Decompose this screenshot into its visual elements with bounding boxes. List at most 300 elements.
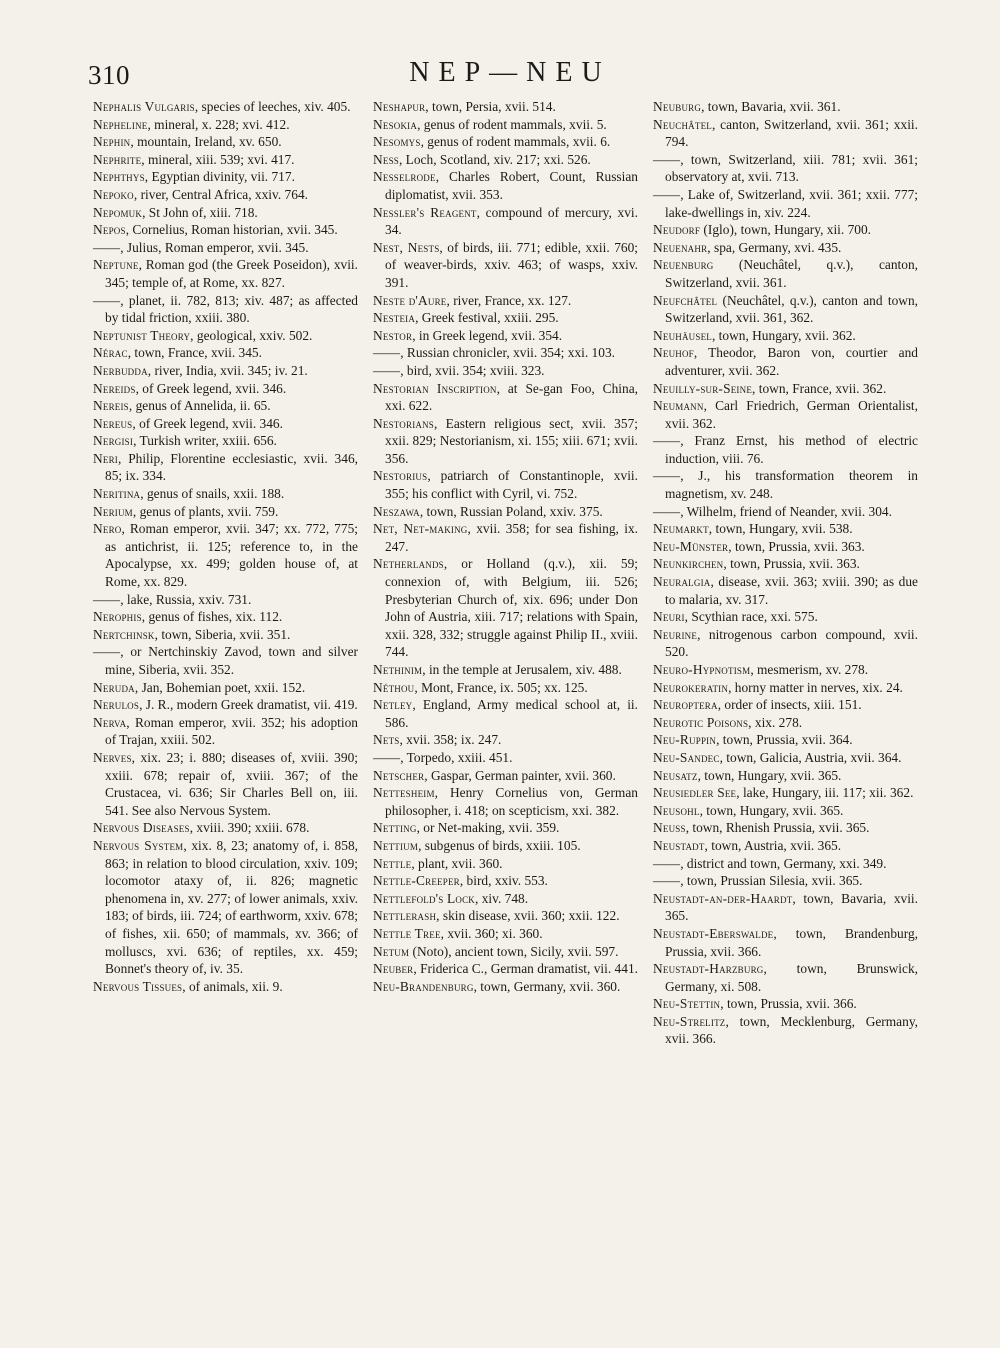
index-entry [93,221,358,239]
index-entry [373,679,638,697]
entry-headword: Neu-Münster [653,538,729,554]
entry-headword: Nepoko [93,186,134,202]
entry-headword: Nergisi [93,433,134,449]
entry-references: , in the temple at Jerusalem, xiv. 488. [422,662,622,677]
entry-headword: Neuss [653,820,686,836]
index-entry [373,890,638,908]
index-entry [653,819,918,837]
index-entry [653,380,918,398]
entry-references: , Eastern religious sect, xvii. 357; xxii. 829; Nestorianism, xi. 155; xiii. 671; xvii. 356. [385,415,638,466]
index-entry [93,626,358,644]
index-entry [93,204,358,222]
entry-references: , disease, xvii. 363; xviii. 390; as due to malaria, xv. 317. [665,574,918,607]
entry-headword: —— [93,292,121,308]
entry-references: , river, France, xx. 127. [446,292,572,308]
entry-references: , town, Hungary, xvii. 365. [699,802,844,818]
entry-headword: Nettlefold's Lock [373,890,476,906]
index-entry [653,749,918,767]
index-entry [93,168,358,186]
entry-references: , Philip, Florentine ecclesiastic, xvii. 346, 85; ix. 334. [105,450,358,484]
entry-headword: Nerva [93,714,127,730]
entry-references: , J., his transformation theorem in magnetism, xv. 248. [665,468,918,502]
entry-headword: Nestorius [373,468,428,484]
index-entry [93,749,358,819]
index-entry [93,591,358,609]
index-column-1 [93,98,358,1048]
entry-headword: Nestorian Inscription [373,380,497,396]
entry-references: , patriarch of Constantinople, xvii. 355; his conflict with Cyril, vi. 752. [385,468,638,502]
entry-headword: —— [373,362,401,378]
entry-references: , xix. 278. [748,714,803,730]
index-entry [653,784,918,802]
index-entry [373,872,638,890]
index-entry [653,731,918,749]
entry-references: , xviii. 390; xxiii. 678. [189,820,310,836]
index-entry [653,890,918,925]
index-entry [93,432,358,450]
entry-headword: —— [653,873,681,889]
index-entry [373,168,638,203]
entry-references: , town, Siberia, xvii. 351. [154,626,291,642]
entry-references: , Mont, France, ix. 505; xx. 125. [414,679,588,695]
entry-references: , town, Prussia, xvii. 364. [716,732,853,748]
entry-references: , town, Hungary, xvii. 538. [708,521,853,537]
entry-references: , town, Galicia, Austria, xvii. 364. [719,749,902,765]
entry-headword: Nerium [93,503,133,519]
entry-references: , town, Hungary, xvii. 365. [697,767,842,783]
entry-references: , district and town, Germany, xxi. 349. [680,855,887,871]
index-entry [653,714,918,732]
index-entry [373,784,638,819]
entry-references: , town, Prussia, xvii. 363. [728,538,865,554]
entry-references: , Turkish writer, xxiii. 656. [133,433,277,449]
index-entry [653,608,918,626]
entry-headword: Nettle [373,855,412,871]
entry-headword: Neusiedler See [653,785,737,801]
entry-references: , J. R., modern Greek dramatist, vii. 419. [139,697,358,713]
entry-headword: Neszawa [373,503,420,519]
entry-references: , town, Switzerland, xiii. 781; xvii. 361; observatory at, xvii. 713. [665,151,918,185]
entry-references: , subgenus of birds, xxiii. 105. [418,837,581,853]
entry-headword: Nervous Tissues [93,978,183,994]
entry-references: , Loch, Scotland, xiv. 217; xxi. 526. [398,151,591,167]
entry-headword: Nervous System [93,837,184,853]
index-columns [93,98,918,1048]
entry-references: , Greek festival, xxiii. 295. [415,310,559,326]
entry-references: , Franz Ernst, his method of electric induction, viii. 76. [665,433,918,466]
entry-headword: Nesteia [373,310,416,326]
index-entry [93,819,358,837]
entry-references: , or Net-making, xvii. 359. [416,820,560,836]
entry-headword: Nereids [93,380,136,396]
entry-headword: Netherlands [373,556,444,572]
entry-references: , xix. 8, 23; anatomy of, i. 858, 863; in relation to blood circulation, xxiv. 109; locomotor ataxy of, ii. 826; magnetic phenomena in, xv. 277; of lower animals, xxiv. 183; of birds, iii. 724; of earthworm, xxiv. 678; of fishes, xii. 650; of mammals, xv. 366; of molluscs, xvi. 636; of reptiles, xx. 459; Bonnet's theory of, iv. 35. [105,837,358,977]
index-entry [653,573,918,608]
index-entry [93,837,358,978]
index-entry [93,450,358,485]
entry-headword: Neuri [653,609,685,625]
entry-headword: Neuhäusel [653,327,712,343]
entry-references: , town, Prussia, xvii. 366. [720,996,857,1012]
entry-headword: Nepos [93,222,126,238]
entry-headword: Nettesheim [373,785,435,801]
entry-headword: Neri [93,450,118,466]
entry-headword: Nessler's Reagent [373,204,477,220]
index-entry [653,467,918,502]
index-entry [93,344,358,362]
entry-headword: Neurotic Poisons [653,714,749,730]
entry-references: , or Nertchinskiy Zavod, town and silver mine, Siberia, xvii. 352. [105,644,358,677]
entry-references: , plant, xvii. 360. [411,855,503,871]
entry-headword: Nerves [93,749,132,765]
entry-references: , xix. 23; i. 880; diseases of, xviii. 390; xxiii. 678; repair of, xviii. 367; of the Crustacea, vi. 636; Sir Charles Bell on, iii. 541. See also Nervous System. [105,749,358,818]
entry-references: , mineral, x. 228; xvi. 412. [147,116,290,132]
running-head: NEP—NEU [409,57,611,88]
entry-headword: Nereus [93,415,133,431]
index-entry [653,767,918,785]
entry-references: (Neuchâtel, q.v.), canton, Switzerland, xvii. 361. [665,257,918,290]
entry-headword: Neritina [93,486,141,502]
entry-references: , town, Brunswick, Germany, xi. 508. [665,961,918,994]
index-entry [653,802,918,820]
index-entry [93,397,358,415]
index-entry [653,855,918,873]
entry-headword: Nesomys [373,134,421,150]
entry-references: , Julius, Roman emperor, xvii. 345. [120,239,309,255]
entry-references: , at Se-gan Foo, China, xxi. 622. [385,380,638,414]
entry-references: , in Greek legend, xvii. 354. [412,327,563,343]
entry-headword: Nettle Tree [373,925,441,941]
index-entry [653,960,918,995]
entry-headword: —— [653,503,681,519]
entry-headword: —— [373,345,401,361]
entry-references: , canton, Switzerland, xvii. 361; xxii. 794. [665,116,918,150]
entry-headword: Netum [373,943,410,959]
index-entry [653,626,918,661]
index-entry [93,679,358,697]
entry-references: , town, France, xvii. 345. [127,345,262,361]
entry-references: , lake, Hungary, iii. 117; xii. 362. [736,785,914,801]
entry-headword: Neste d'Aure [373,292,447,308]
index-entry [93,380,358,398]
entry-headword: Neuber [373,961,414,977]
entry-references: , Roman emperor, xvii. 352; his adoption of Trajan, xxiii. 502. [105,714,358,748]
entry-headword: Nets [373,732,400,748]
entry-references: , town, Bavaria, xvii. 365. [665,890,918,924]
entry-headword: Nertchinsk [93,626,155,642]
index-entry [373,960,638,978]
index-entry [373,362,638,380]
entry-headword: Ness [373,151,399,167]
index-entry [653,151,918,186]
entry-headword: —— [93,239,121,255]
entry-references: , St John of, xiii. 718. [142,204,258,220]
entry-references: , mineral, xiii. 539; xvi. 417. [141,151,295,167]
index-entry [373,520,638,555]
index-entry [653,661,918,679]
entry-headword: Nerbudda [93,362,148,378]
entry-references: , xvii. 360; xi. 360. [440,925,543,941]
entry-references: , spa, Germany, xvi. 435. [707,239,842,255]
index-entry [373,133,638,151]
entry-headword: Neshapur [373,99,426,114]
entry-headword: Neuenburg [653,257,714,273]
entry-references: , town, Rhenish Prussia, xvii. 365. [685,820,870,836]
entry-references: , mountain, Ireland, xv. 650. [130,134,282,150]
index-entry [93,696,358,714]
index-entry [373,239,638,292]
index-entry [653,538,918,556]
entry-headword: Neurine [653,626,698,642]
index-entry [373,731,638,749]
entry-headword: Nero [93,521,122,537]
entry-references: , Carl Friedrich, German Orientalist, xvii. 362. [665,398,918,431]
entry-references: , or Holland (q.v.), xii. 59; connexion of, with Belgium, iii. 526; Presbyterian Church of, xix. 696; under Don John of Austria, xiii. 717; relations with Spain, xxii. 328, 332; struggle against Philip II., xviii. 744. [385,556,638,660]
entry-references: , Egyptian divinity, vii. 717. [144,169,295,185]
entry-headword: Neufchâtel [653,292,718,308]
index-entry [653,239,918,257]
entry-references: , town, Russian Poland, xxiv. 375. [419,503,603,519]
index-entry [93,520,358,590]
entry-references: (Noto), ancient town, Sicily, xvii. 597. [409,943,619,959]
entry-headword: Neuhof [653,345,694,361]
entry-references: , mesmerism, xv. 278. [750,662,869,677]
entry-headword: Nesokia [373,116,418,132]
index-entry [373,855,638,873]
entry-headword: —— [653,151,681,167]
index-entry [373,907,638,925]
index-entry [93,133,358,151]
entry-references: , of Greek legend, xvii. 346. [132,415,283,431]
entry-references: , planet, ii. 782, 813; xiv. 487; as affected by tidal friction, xxiii. 380. [105,292,358,326]
entry-headword: Neustadt-Eberswalde [653,925,774,941]
entry-references: , river, India, xvii. 345; iv. 21. [147,362,308,378]
index-entry [373,925,638,943]
entry-headword: —— [653,855,681,871]
index-entry [653,397,918,432]
entry-references: , Wilhelm, friend of Neander, xvii. 304. [680,503,892,519]
entry-headword: —— [653,433,681,449]
entry-references: , town, Bavaria, xvii. 361. [701,99,841,114]
entry-references: , England, Army medical school at, ii. 586. [385,697,638,730]
entry-headword: Néthou [373,679,415,695]
entry-references: , Roman god (the Greek Poseidon), xvii. 345; temple of, at Rome, xx. 827. [105,257,358,290]
entry-headword: Nérac [93,345,128,361]
entry-headword: —— [653,186,681,202]
entry-references: , genus of fishes, xix. 112. [141,609,283,625]
entry-references: , Russian chronicler, xvii. 354; xxi. 103. [400,345,615,361]
index-entry [93,415,358,433]
entry-headword: Neurokeratin [653,679,729,695]
entry-references: , Scythian race, xxi. 575. [684,609,818,625]
index-entry [373,151,638,169]
entry-headword: Neuchâtel [653,116,712,132]
entry-references: , order of insects, xiii. 151. [717,697,862,713]
index-entry [373,819,638,837]
entry-headword: Neumann [653,398,704,414]
entry-headword: Nettium [373,837,419,853]
entry-references: , xiv. 748. [475,890,529,906]
entry-headword: Nervous Diseases [93,820,190,836]
entry-headword: Neu-Brandenburg [373,978,474,994]
entry-headword: Nephrite [93,151,142,167]
entry-headword: —— [653,468,681,484]
index-entry [653,98,918,116]
entry-headword: Nerophis [93,609,142,625]
entry-headword: —— [93,644,121,660]
index-entry [93,643,358,678]
index-entry [93,485,358,503]
entry-references: , Lake of, Switzerland, xvii. 361; xxii. 777; lake-dwellings in, xiv. 224. [665,186,918,220]
entry-references: , genus of snails, xxii. 188. [140,486,285,502]
entry-references: , town, France, xvii. 362. [752,380,887,396]
index-entry [653,256,918,291]
entry-headword: Neuralgia [653,574,711,590]
index-entry [93,327,358,345]
entry-references: , Cornelius, Roman historian, xvii. 345. [125,222,338,238]
entry-references: , bird, xvii. 354; xviii. 323. [400,362,545,378]
entry-references: , species of leeches, xiv. 405. [194,99,351,114]
entry-references: , genus of rodent mammals, xvii. 5. [417,116,607,132]
entry-headword: Neuro-Hypnotism [653,662,751,677]
entry-headword: Netscher [373,767,425,783]
entry-headword: Neumarkt [653,521,709,537]
entry-headword: Nest, Nests [373,239,440,255]
entry-references: , Friderica C., German dramatist, vii. 441. [413,961,638,977]
entry-references: , town, Prussian Silesia, xvii. 365. [680,873,863,889]
index-entry [93,292,358,327]
entry-references: , lake, Russia, xxiv. 731. [120,591,252,607]
index-entry [653,221,918,239]
entry-references: , compound of mercury, xvi. 34. [385,204,638,238]
index-entry [373,661,638,679]
entry-references: , genus of rodent mammals, xvii. 6. [420,134,611,150]
index-entry [373,943,638,961]
index-entry [93,978,358,996]
entry-references: (Neuchâtel, q.v.), canton and town, Switzerland, xvii. 361, 362. [665,292,918,326]
index-entry [653,1013,918,1048]
entry-headword: Neusatz [653,767,698,783]
index-entry [93,98,358,116]
entry-headword: Neuilly-sur-Seine [653,380,753,396]
index-entry [653,520,918,538]
index-entry [373,344,638,362]
entry-references: , genus of Annelida, ii. 65. [128,398,271,414]
index-entry [653,679,918,697]
entry-references: , town, Brandenburg, Prussia, xvii. 366. [665,925,918,959]
index-entry [373,98,638,116]
index-entry [653,555,918,573]
entry-references: , town, Hungary, xvii. 362. [711,327,856,343]
entry-headword: Neruda [93,679,135,695]
entry-references: , xvii. 358; ix. 247. [399,732,502,748]
index-entry [373,837,638,855]
entry-headword: —— [93,591,121,607]
entry-headword: Nestorians [373,415,435,431]
index-entry [373,503,638,521]
index-entry [373,309,638,327]
index-entry [93,151,358,169]
entry-headword: Neudorf [653,222,701,238]
entry-references: , Charles Robert, Count, Russian diplomatist, xvii. 353. [385,169,638,202]
index-entry [653,925,918,960]
entry-headword: Neptunist Theory [93,327,191,343]
entry-references: , Roman emperor, xvii. 347; xx. 772, 775; as antichrist, ii. 125; reference to, in the Apocalypse, xx. 499; golden house of, at Rome, xx. 829. [105,521,358,590]
entry-headword: Neunkirchen [653,556,724,572]
entry-references: , of Greek legend, xvii. 346. [135,380,287,396]
entry-headword: Net, Net-making [373,521,468,537]
entry-headword: Neustadt-Harzburg [653,961,764,977]
entry-headword: Neuburg [653,99,702,114]
entry-references: , town, Prussia, xvii. 363. [723,556,860,572]
entry-references: , Jan, Bohemian poet, xxii. 152. [134,679,306,695]
entry-headword: Neu-Ruppin [653,732,717,748]
index-entry [653,186,918,221]
index-entry [653,995,918,1013]
entry-headword: Neuroptera [653,697,718,713]
index-entry [93,503,358,521]
entry-headword: Neuenahr [653,239,708,255]
index-entry [373,555,638,661]
index-entry [653,432,918,467]
entry-headword: Netley [373,697,413,713]
entry-references: , genus of plants, xvii. 759. [132,503,279,519]
entry-references: , town, Mecklenburg, Germany, xvii. 366. [665,1013,918,1047]
index-entry [373,204,638,239]
entry-references: , bird, xxiv. 553. [459,873,548,889]
index-entry [653,327,918,345]
entry-references: , of birds, iii. 771; edible, xxii. 760; of weaver-birds, xxiv. 463; of wasps, xxiv. 391. [385,239,639,290]
entry-references: , town, Persia, xvii. 514. [425,99,556,114]
index-entry [653,872,918,890]
index-entry [373,380,638,415]
index-entry [373,327,638,345]
index-entry [373,467,638,502]
entry-headword: Nerulos [93,697,140,713]
entry-headword: Nettle-Creeper [373,873,460,889]
index-entry [373,116,638,134]
entry-headword: Nereis [93,398,129,414]
page-number: 310 [88,60,130,90]
index-entry [373,978,638,996]
index-entry [373,292,638,310]
entry-headword: Nephin [93,134,131,150]
entry-references: , nitrogenous carbon compound, xvii. 520. [665,626,918,660]
entry-headword: Neptune [93,257,139,273]
entry-headword: Neustadt [653,837,705,853]
entry-references: , town, Austria, xvii. 365. [704,837,842,853]
index-entry [93,116,358,134]
entry-headword: Nesselrode [373,169,436,185]
entry-headword: Nestor [373,327,413,343]
entry-references: , of animals, xii. 9. [182,978,283,994]
entry-references: , Theodor, Baron von, courtier and adventurer, xvii. 362. [665,345,918,378]
entry-headword: Neustadt-an-der-Haardt [653,890,793,906]
index-entry [93,239,358,257]
entry-headword: Neusohl [653,802,700,818]
entry-headword: Nepomuk [93,204,143,220]
index-entry [373,767,638,785]
index-column-3 [653,98,918,1048]
entry-references: , horny matter in nerves, xix. 24. [728,679,903,695]
entry-headword: Neu-Stettin [653,996,721,1012]
index-entry [93,186,358,204]
entry-references: , geological, xxiv. 502. [190,327,313,343]
index-entry [93,256,358,291]
entry-references: , town, Germany, xvii. 360. [473,978,621,994]
index-entry [653,503,918,521]
entry-references: , Torpedo, xxiii. 451. [400,749,513,765]
